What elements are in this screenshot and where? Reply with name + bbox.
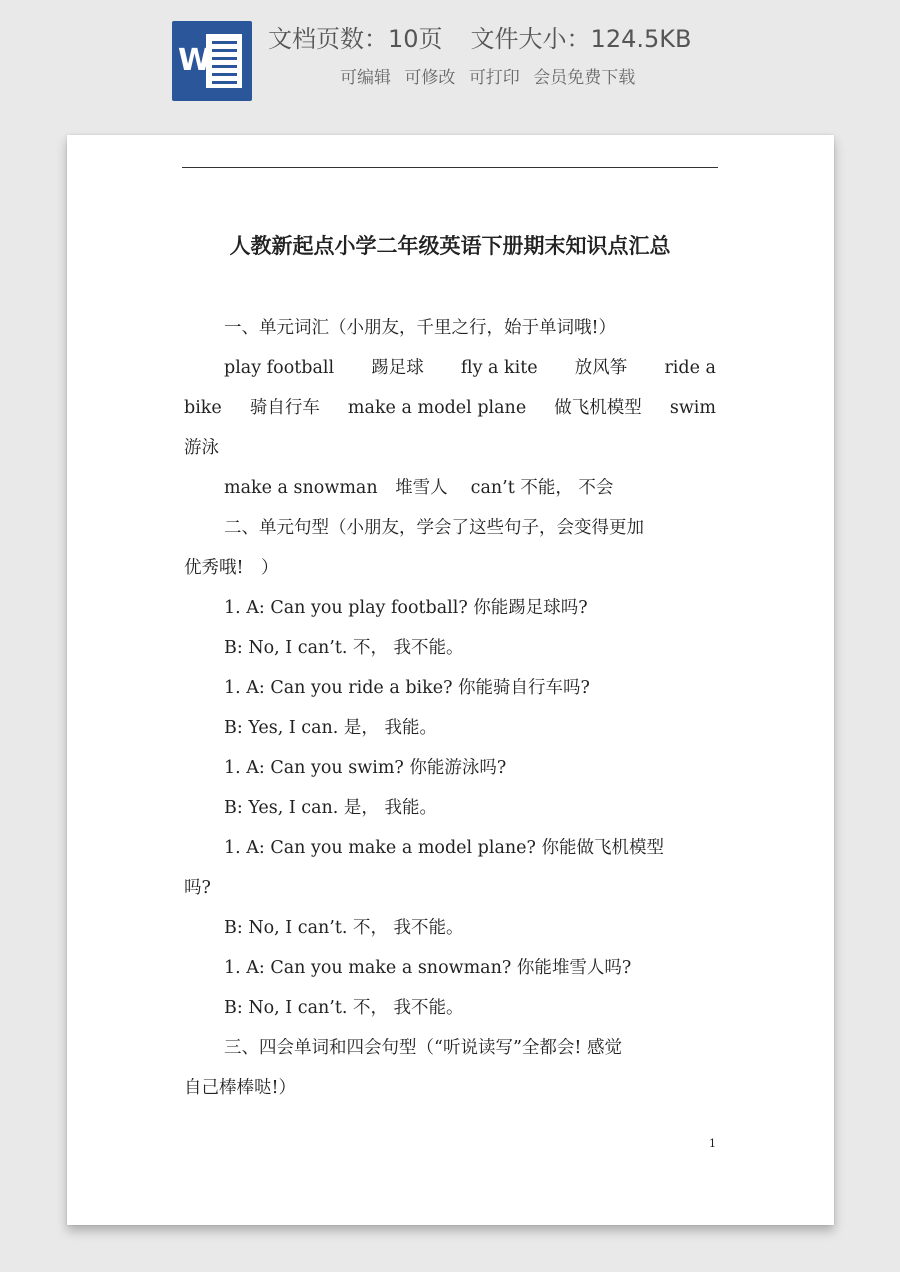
feature-member-download: 会员免费下载 <box>533 68 636 88</box>
file-meta <box>268 22 748 56</box>
vocab-line-1 <box>224 355 716 381</box>
document-title: 人教新起点小学二年级英语下册期末知识点汇总 <box>229 233 671 258</box>
document-info-banner <box>0 0 900 125</box>
word-document-icon <box>172 21 252 101</box>
vocab-meaning: 骑自行车 <box>249 398 320 418</box>
vocab-line-4: make a snowman 堆雪人 can’t 不能， 不会 <box>224 478 614 498</box>
sentence-answer: B: No, I can’t. 不， 我不能。 <box>224 998 464 1018</box>
vocab-line-3: 游泳 <box>184 438 219 458</box>
sentence-question: 1. A: Can you make a snowman? 你能堆雪人吗? <box>224 958 632 978</box>
section3-heading-cont: 自己棒棒哒!） <box>184 1078 297 1098</box>
vocab-meaning: 踢足球 <box>371 358 424 378</box>
vocab-term: ride a <box>664 358 716 378</box>
vocab-line-2 <box>184 395 716 421</box>
vocab-meaning: 做飞机模型 <box>554 398 642 418</box>
feature-printable: 可打印 <box>468 68 520 88</box>
sentence-question: 1. A: Can you ride a bike? 你能骑自行车吗? <box>224 678 590 698</box>
sentence-answer: B: Yes, I can. 是， 我能。 <box>224 718 437 738</box>
file-size: 文件大小：124.5KB <box>470 25 692 53</box>
section3-heading: 三、四会单词和四会句型（“听说读写”全都会! 感觉 <box>224 1038 622 1058</box>
vocab-meaning: 放风筝 <box>574 358 628 378</box>
section2-heading: 二、单元句型（小朋友，学会了这些句子，会变得更加 <box>224 518 644 538</box>
vocab-term: fly a kite <box>460 358 538 378</box>
sentence-answer: B: No, I can’t. 不， 我不能。 <box>224 638 464 658</box>
section1-heading: 一、单元词汇（小朋友，千里之行，始于单词哦!） <box>224 318 617 338</box>
section2-heading-cont: 优秀哦! ） <box>184 558 279 578</box>
sentence-question-cont: 吗? <box>184 878 211 898</box>
vocab-term: bike <box>184 398 222 418</box>
sentence-question: 1. A: Can you play football? 你能踢足球吗? <box>224 598 588 618</box>
feature-editable: 可编辑 <box>340 68 391 88</box>
sentence-question: 1. A: Can you swim? 你能游泳吗? <box>224 758 507 778</box>
word-icon-letter: W <box>178 43 212 78</box>
vocab-term: play football <box>224 358 335 378</box>
header-rule <box>182 167 718 168</box>
page-count: 文档页数：10页 <box>268 25 443 53</box>
document-page <box>67 135 834 1225</box>
feature-modifiable: 可修改 <box>404 68 456 88</box>
sentence-answer: B: No, I can’t. 不， 我不能。 <box>224 918 464 938</box>
page-number: 1 <box>709 1137 716 1150</box>
vocab-term: swim <box>669 398 716 418</box>
vocab-term: make a model plane <box>347 398 527 418</box>
sentence-answer: B: Yes, I can. 是， 我能。 <box>224 798 437 818</box>
feature-list <box>340 64 740 92</box>
sentence-question: 1. A: Can you make a model plane? 你能做飞机模型 <box>224 838 664 858</box>
